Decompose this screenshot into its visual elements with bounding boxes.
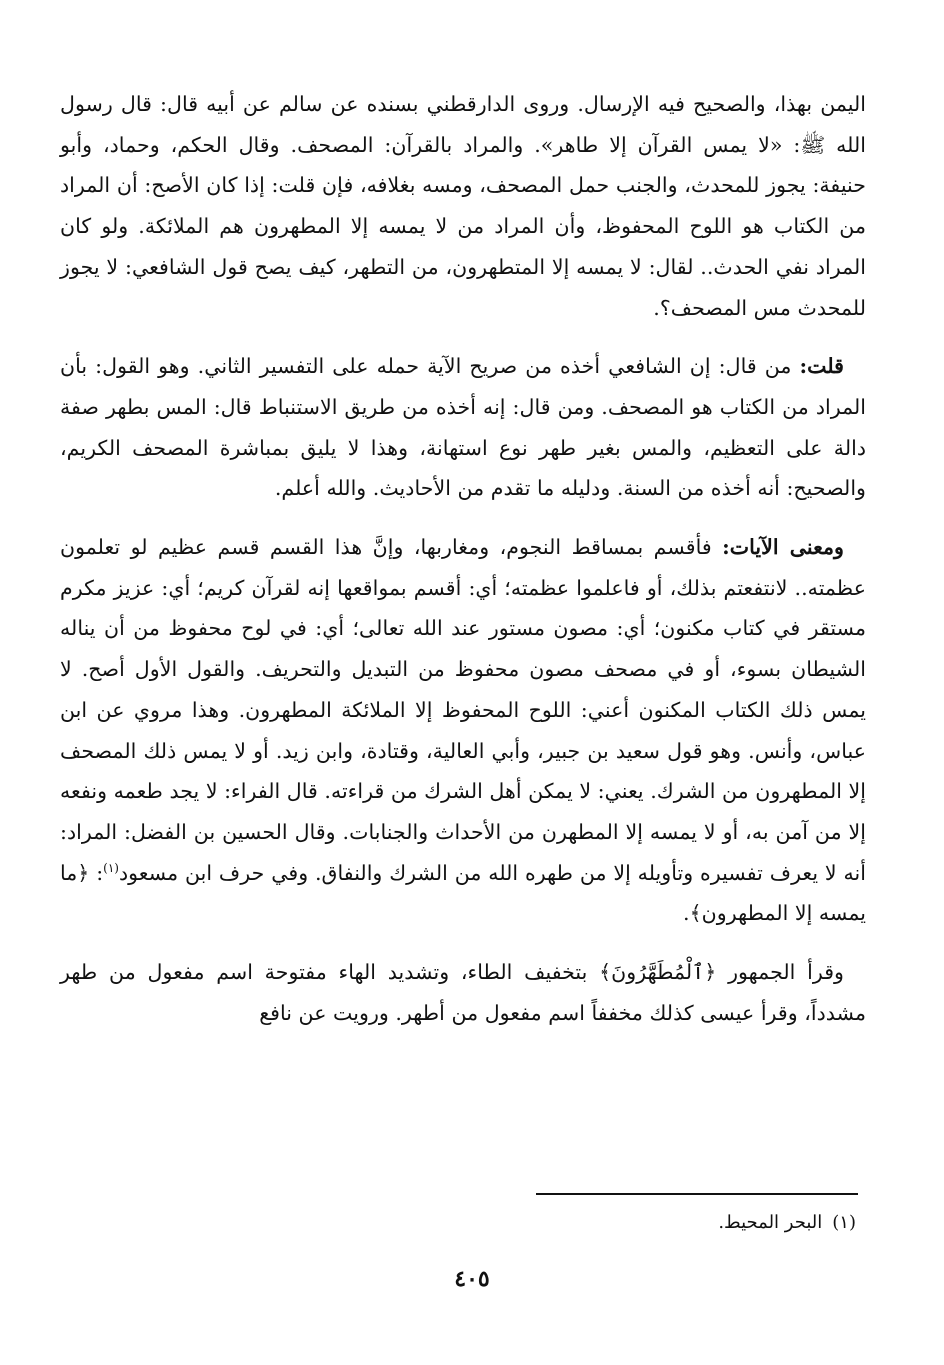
- paragraph-2: [60, 346, 866, 509]
- page-number: ٤٠٥: [454, 1266, 490, 1292]
- paragraph-2-text: من قال: إن الشافعي أخذه من صريح الآية حمله على التفسير الثاني. وهو القول: بأن المراد من الكتاب هو المصحف. ومن قال: إنه أخذه من طريق الاستنباط قال: المس بطهر صفة دالة على التعظيم، والمس بغير طهر نوع استهانة، وهذا لا يليق بمباشرة المصحف الكريم، والصحيح: أنه أخذه من السنة. ودليله ما تقدم من الأحاديث. والله أعلم.: [60, 354, 866, 501]
- paragraph-4-text: وقرأ الجمهور ﴿ٱلْمُطَهَّرُونَ﴾ بتخفيف الطاء، وتشديد الهاء مفتوحة اسم مفعول من طهر مشدداً، وقرأ عيسى كذلك مخففاً اسم مفعول من أطهر. ورويت عن نافع: [60, 960, 866, 1025]
- footnote: [356, 1209, 856, 1237]
- paragraph-3-text: فأقسم بمساقط النجوم، ومغاربها، وإنَّ هذا القسم قسم عظيم لو تعلمون عظمته.. لانتفعتم بذلك، أو فاعلموا عظمته؛ أي: أقسم بمواقعها إنه لقرآن كريم؛ أي: عزيز مكرم مستقر في كتاب مكنون؛ أي: مصون مستور عند الله تعالى؛ أي: في لوح محفوظ من أن يناله الشيطان بسوء، أو في مصحف مصون محفوظ من التبديل والتحريف. والقول الأول أصح. لا يمس ذلك الكتاب المكنون أعني: اللوح المحفوظ إلا الملائكة المطهرون. وهذا مروي عن ابن عباس، وأنس. وهو قول سعيد بن جبير، وأبي العالية، وقتادة، وابن زيد. أو لا يمس ذلك المصحف إلا المطهرون من الشرك. يعني: لا يمكن أهل الشرك من قراءته. قال الفراء: لا يجد طعمه ونفعه إلا من آمن به، أو لا يمسه إلا المطهرن من الأحداث والجنابات. وقال الحسين بن الفضل: المراد: أنه لا يعرف تفسيره وتأويله إلا من طهره الله من الشرك والنفاق. وفي حرف ابن مسعود: [60, 535, 867, 885]
- paragraph-3: [60, 527, 866, 934]
- footnote-divider: [536, 1193, 858, 1195]
- paragraph-3-text-after: : ﴿ما يمسه إلا المطهرون﴾.: [60, 860, 866, 926]
- paragraph-1: [60, 84, 866, 328]
- paragraph-4: [60, 952, 866, 1033]
- body-text: [60, 84, 866, 1033]
- paragraph-3-lead: ومعنى الآيات:: [722, 535, 844, 560]
- footnote-number: (١): [832, 1212, 856, 1233]
- paragraph-1-text: اليمن بهذا، والصحيح فيه الإرسال. وروى الدارقطني بسنده عن سالم عن أبيه قال: قال رسول الله ﷺ: «لا يمس القرآن إلا طاهر». والمراد بالقرآن: المصحف. وقال الحكم، وحماد، وأبو حنيفة: يجوز للمحدث، والجنب حمل المصحف، ومسه بغلافه، فإن قلت: إذا كان الأصح: أن المراد من الكتاب هو اللوح المحفوظ، وأن المراد من لا يمسه إلا المطهرون هم الملائكة. ولو كان المراد نفي الحدث.. لقال: لا يمسه إلا المتطهرون، من التطهر، كيف يصح قول الشافعي: لا يجوز للمحدث مس المصحف؟.: [60, 92, 866, 320]
- paragraph-2-lead: قلت:: [799, 354, 844, 379]
- footnote-reference: (١): [103, 860, 119, 875]
- footnote-text: البحر المحيط.: [718, 1212, 823, 1233]
